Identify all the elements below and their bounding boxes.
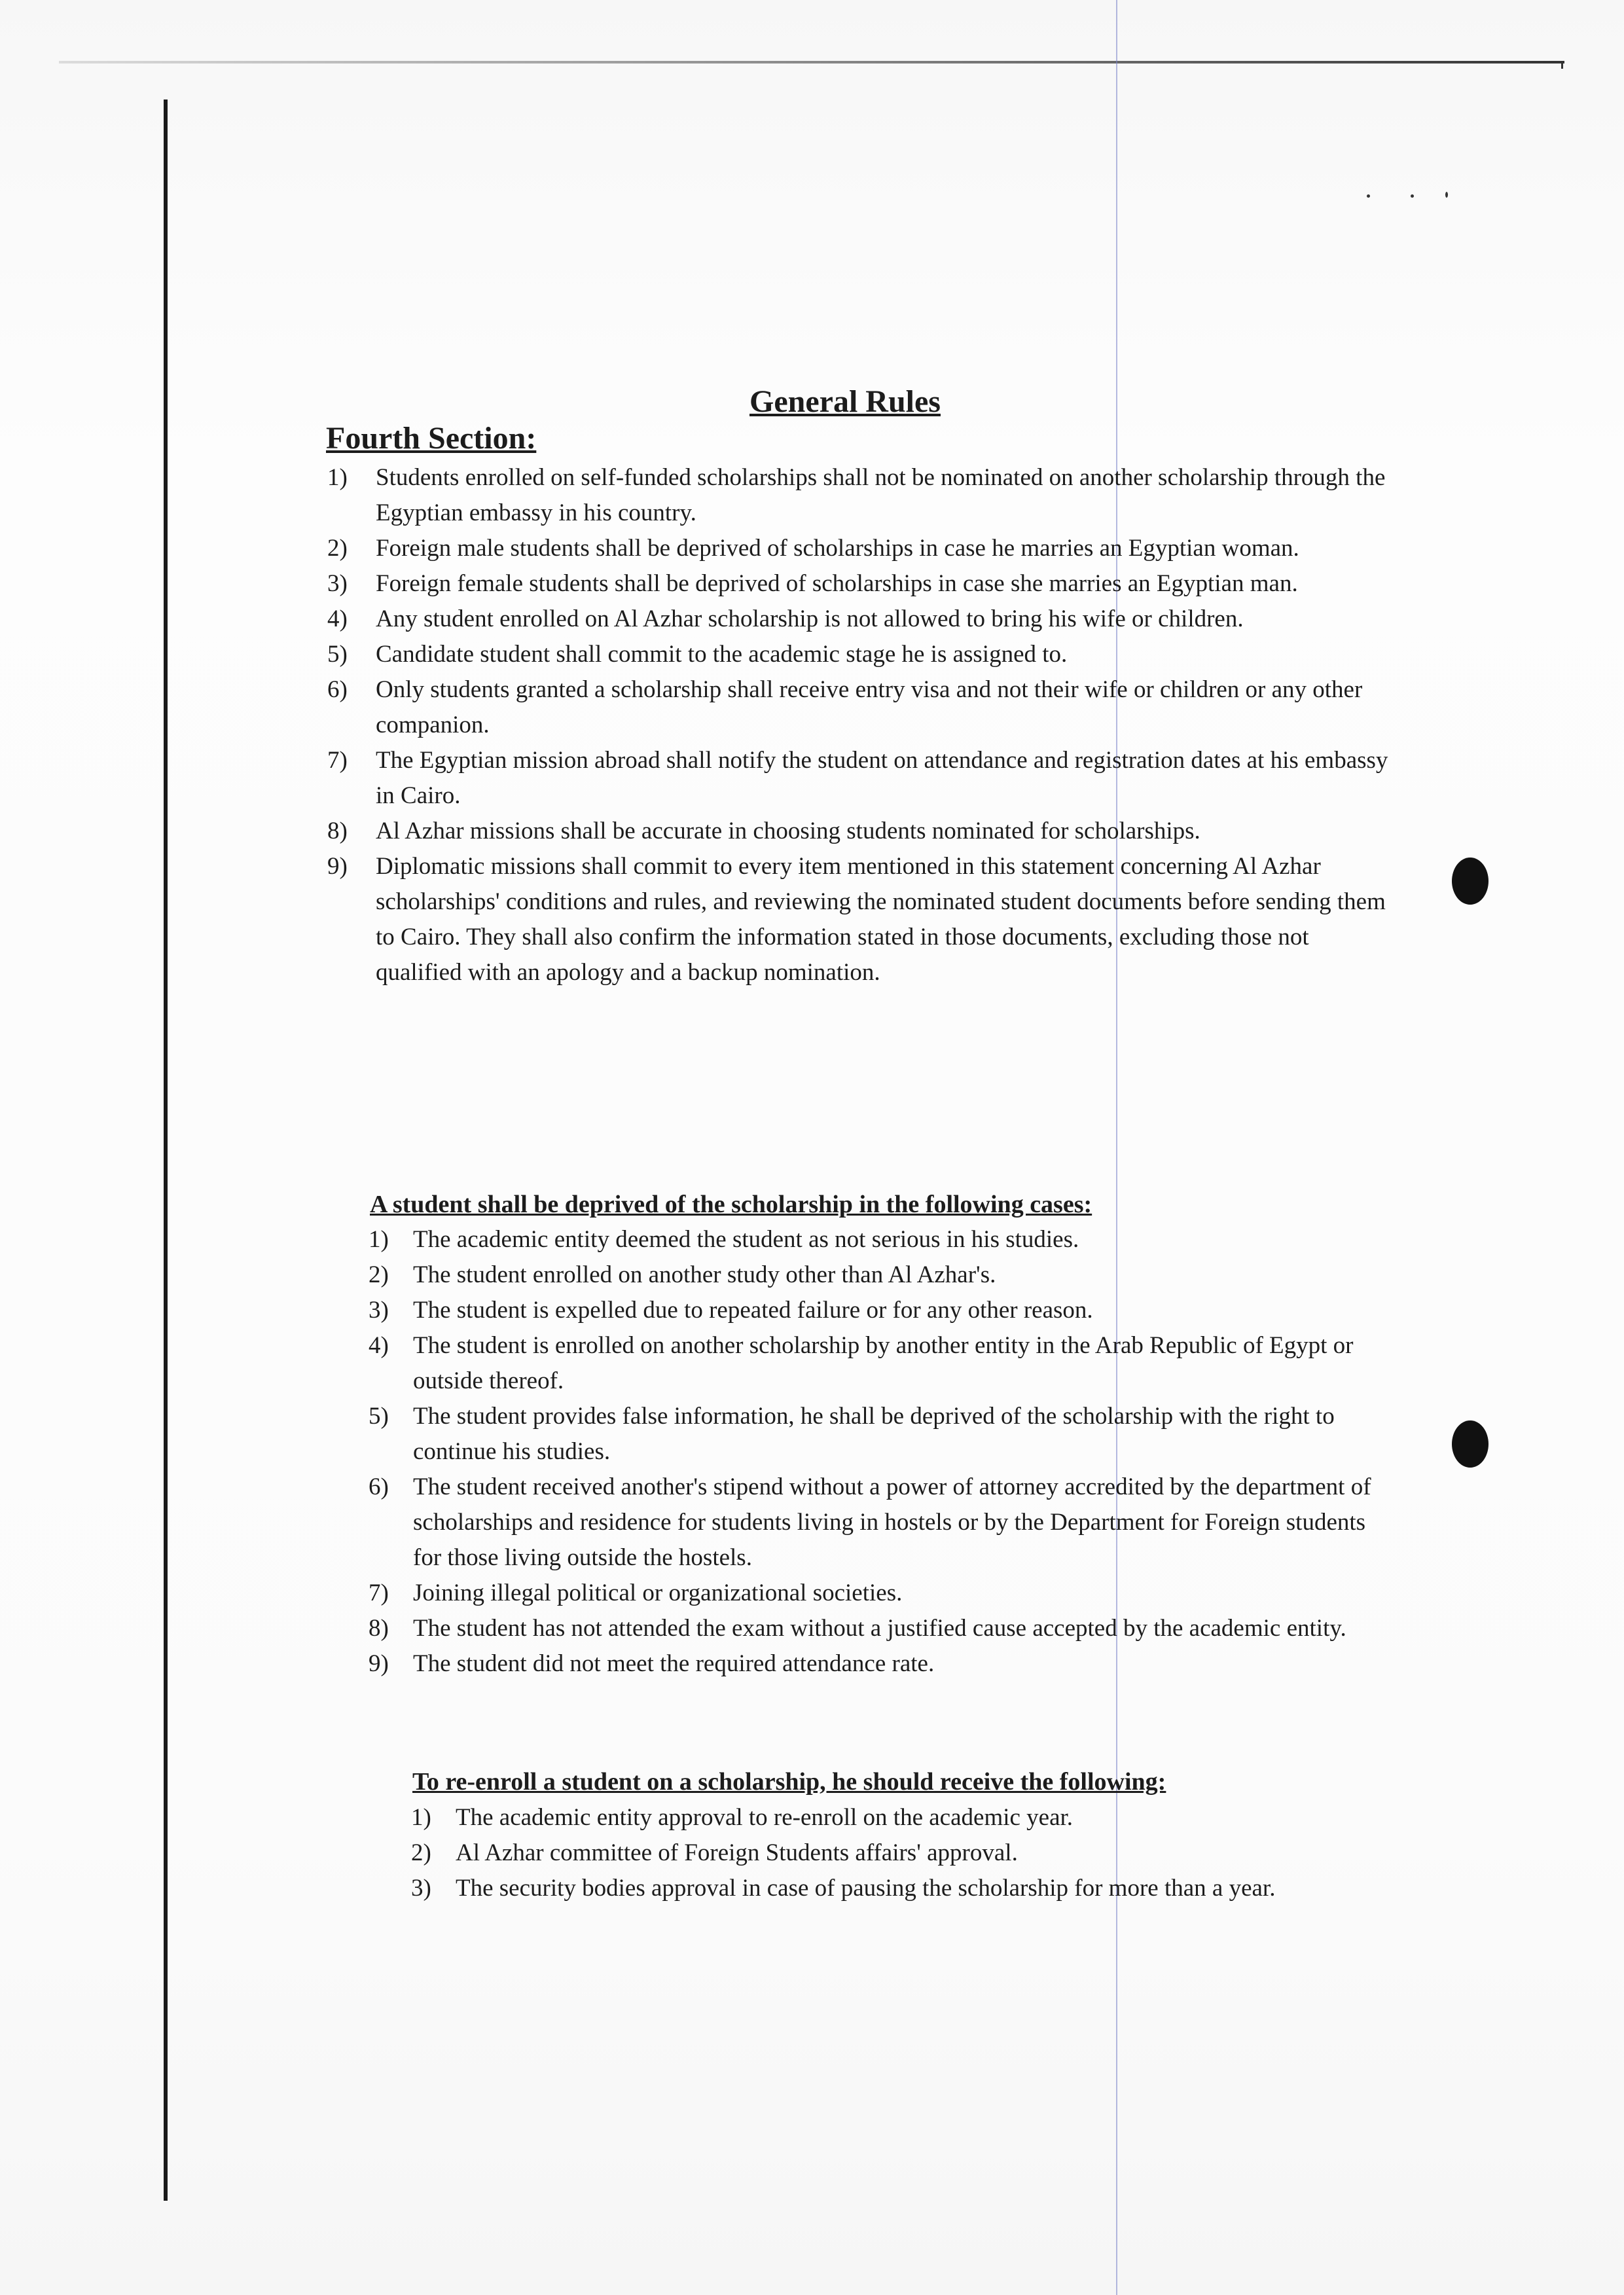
deprivation-cases-list: [369, 1222, 1390, 1682]
scan-speck: [1367, 194, 1370, 198]
list-item: [327, 637, 1401, 672]
scan-speck: [1411, 194, 1414, 198]
item-text: Students enrolled on self-funded scholarships shall not be nominated on another scholarship through the Egyptian embassy in his country.: [376, 464, 1386, 526]
list-item: [369, 1399, 1390, 1470]
list-item: [411, 1800, 1393, 1835]
item-number: 5): [369, 1403, 389, 1430]
list-item: [327, 602, 1401, 637]
fourth-section-list: [327, 460, 1401, 990]
item-number: 3): [327, 570, 348, 597]
item-number: 8): [327, 818, 348, 844]
list-item: [327, 460, 1401, 531]
list-item: [327, 566, 1401, 602]
item-text: The student has not attended the exam without a justified cause accepted by the academic entity.: [413, 1615, 1346, 1642]
reenroll-heading: To re-enroll a student on a scholarship, he should receive the following:: [412, 1768, 1166, 1796]
item-text: The student did not meet the required attendance rate.: [413, 1650, 935, 1677]
item-number: 2): [411, 1839, 431, 1866]
reenroll-requirements-list: [411, 1800, 1393, 1906]
list-item: [411, 1871, 1393, 1906]
item-text: The academic entity deemed the student as not serious in his studies.: [413, 1226, 1079, 1253]
item-number: 3): [411, 1875, 431, 1902]
list-item: [411, 1835, 1393, 1871]
page-title: General Rules: [749, 384, 941, 419]
item-text: The student is enrolled on another scholarship by another entity in the Arab Republic of Egypt or outside thereof.: [413, 1332, 1354, 1394]
item-text: Al Azhar missions shall be accurate in choosing students nominated for scholarships.: [376, 818, 1200, 844]
list-item: [369, 1328, 1390, 1399]
scan-speck: [1445, 192, 1448, 198]
item-number: 7): [369, 1580, 389, 1606]
item-number: 6): [369, 1473, 389, 1500]
item-text: The student provides false information, he shall be deprived of the scholarship with the right to continue his studies.: [413, 1403, 1335, 1465]
item-text: The student received another's stipend without a power of attorney accredited by the department of scholarships and residence for students living in hostels or by the Department for Foreign students for those living outside the hostels.: [413, 1473, 1371, 1571]
item-text: Foreign female students shall be deprived of scholarships in case she marries an Egyptian man.: [376, 570, 1298, 597]
item-number: 8): [369, 1615, 389, 1642]
item-number: 9): [369, 1650, 389, 1677]
list-item: [369, 1576, 1390, 1611]
deprivation-heading: A student shall be deprived of the scholarship in the following cases:: [370, 1191, 1092, 1218]
item-number: 1): [369, 1226, 389, 1253]
item-number: 3): [369, 1297, 389, 1324]
item-number: 6): [327, 676, 348, 703]
item-number: 9): [327, 853, 348, 880]
item-text: Foreign male students shall be deprived of scholarships in case he marries an Egyptian woman.: [376, 535, 1299, 562]
item-number: 5): [327, 641, 348, 668]
list-item: [327, 531, 1401, 566]
list-item: [327, 849, 1401, 990]
list-item: [369, 1611, 1390, 1646]
punch-hole: [1452, 1420, 1489, 1468]
item-text: Only students granted a scholarship shall receive entry visa and not their wife or children or any other companion.: [376, 676, 1363, 738]
list-item: [327, 743, 1401, 814]
item-text: Diplomatic missions shall commit to every item mentioned in this statement concerning Al Azhar scholarships' conditions and rules, and reviewing the nominated student documents before sending them to Cairo. They shall also confirm the information stated in those documents, excluding those not qualified with an apology and a backup nomination.: [376, 853, 1386, 986]
scan-left-margin-bar: [164, 99, 168, 2201]
scan-top-rule-tick: [1561, 61, 1563, 69]
item-number: 1): [327, 464, 348, 491]
item-number: 7): [327, 747, 348, 774]
item-number: 4): [327, 605, 348, 632]
item-text: The student enrolled on another study other than Al Azhar's.: [413, 1261, 996, 1288]
item-number: 2): [327, 535, 348, 562]
item-number: 2): [369, 1261, 389, 1288]
item-text: Any student enrolled on Al Azhar scholarship is not allowed to bring his wife or children.: [376, 605, 1244, 632]
scan-fold-line: [1116, 0, 1117, 2295]
list-item: [369, 1293, 1390, 1328]
section-heading: Fourth Section:: [326, 421, 537, 456]
item-text: The academic entity approval to re-enroll on the academic year.: [456, 1804, 1074, 1831]
list-item: [327, 672, 1401, 743]
item-text: Joining illegal political or organizational societies.: [413, 1580, 903, 1606]
item-text: Al Azhar committee of Foreign Students affairs' approval.: [456, 1839, 1018, 1866]
list-item: [369, 1646, 1390, 1682]
list-item: [369, 1257, 1390, 1293]
list-item: [369, 1222, 1390, 1257]
list-item: [327, 814, 1401, 849]
item-text: The security bodies approval in case of pausing the scholarship for more than a year.: [456, 1875, 1276, 1902]
item-text: The student is expelled due to repeated failure or for any other reason.: [413, 1297, 1093, 1324]
list-item: [369, 1470, 1390, 1576]
punch-hole: [1452, 858, 1489, 905]
item-number: 1): [411, 1804, 431, 1831]
item-text: Candidate student shall commit to the academic stage he is assigned to.: [376, 641, 1068, 668]
scan-top-rule: [59, 61, 1564, 63]
item-number: 4): [369, 1332, 389, 1359]
item-text: The Egyptian mission abroad shall notify the student on attendance and registration dates at his embassy in Cairo.: [376, 747, 1388, 809]
